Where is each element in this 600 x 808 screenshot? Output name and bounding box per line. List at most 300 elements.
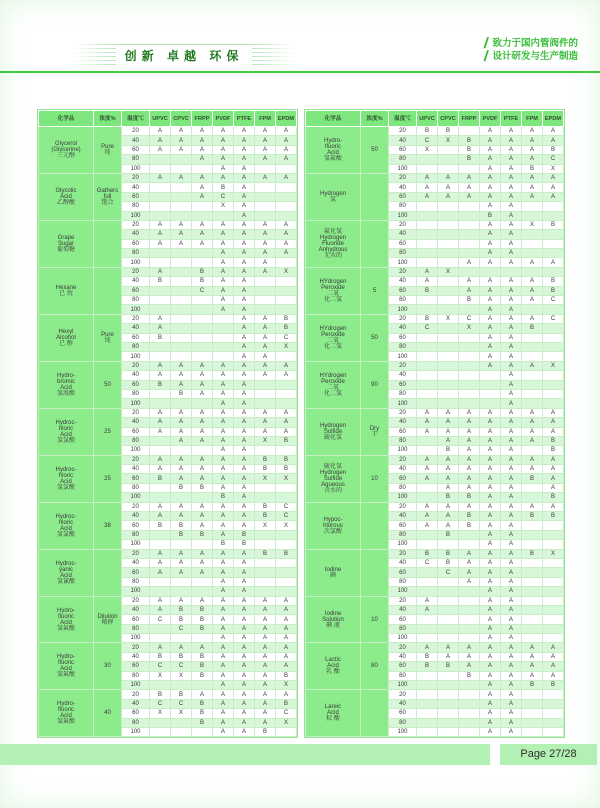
temperature-cell: 20: [122, 361, 150, 370]
rating-cell: [438, 230, 459, 239]
temperature-cell: 60: [389, 145, 417, 154]
rating-cell: [192, 202, 213, 211]
rating-cell: A: [522, 145, 543, 154]
rating-cell: A: [480, 662, 501, 671]
rating-cell: B: [213, 493, 234, 502]
rating-cell: [213, 333, 234, 342]
rating-cell: A: [213, 681, 234, 690]
rating-cell: [438, 699, 459, 708]
rating-cell: A: [480, 465, 501, 474]
rating-cell: [171, 314, 192, 323]
rating-cell: [171, 277, 192, 286]
rating-cell: A: [255, 314, 276, 323]
rating-cell: B: [171, 605, 192, 614]
temperature-cell: 80: [389, 577, 417, 586]
temperature-cell: 20: [122, 596, 150, 605]
rating-cell: [255, 296, 276, 305]
table-row: [39, 127, 297, 136]
temperature-cell: 60: [122, 568, 150, 577]
rating-cell: A: [234, 211, 255, 220]
rating-cell: A: [234, 474, 255, 483]
rating-cell: [438, 277, 459, 286]
rating-cell: A: [501, 324, 522, 333]
temperature-cell: 60: [122, 145, 150, 154]
rating-cell: B: [192, 662, 213, 671]
chemical-name-cell: Hydroc- hloric Acid 氢氯酸: [39, 502, 94, 549]
rating-cell: A: [480, 427, 501, 436]
rating-cell: [276, 558, 297, 567]
rating-cell: [150, 624, 171, 633]
temperature-cell: 40: [389, 136, 417, 145]
temperature-cell: 100: [122, 493, 150, 502]
column-header: EPDM: [543, 111, 564, 127]
rating-cell: A: [213, 305, 234, 314]
rating-cell: [459, 352, 480, 361]
rating-cell: [150, 577, 171, 586]
rating-cell: [480, 380, 501, 389]
rating-cell: [438, 605, 459, 614]
rating-cell: A: [501, 192, 522, 201]
rating-cell: [150, 399, 171, 408]
temperature-cell: 60: [389, 380, 417, 389]
rating-cell: A: [438, 436, 459, 445]
rating-cell: [276, 286, 297, 295]
rating-cell: [459, 230, 480, 239]
rating-cell: A: [234, 267, 255, 276]
rating-cell: [522, 709, 543, 718]
rating-cell: A: [459, 483, 480, 492]
temperature-cell: 20: [122, 173, 150, 182]
concentration-cell: 50: [361, 314, 389, 361]
rating-cell: [459, 690, 480, 699]
rating-cell: [459, 380, 480, 389]
chemical-name-cell: 硫化氢 Hydrogen Sulfide Aqueous 含水的: [306, 455, 361, 502]
temperature-cell: 60: [389, 568, 417, 577]
temperature-cell: 20: [122, 267, 150, 276]
rating-cell: [522, 530, 543, 539]
rating-cell: A: [213, 605, 234, 614]
rating-cell: B: [522, 512, 543, 521]
rating-cell: A: [480, 699, 501, 708]
rating-cell: [417, 164, 438, 173]
column-header: FRPP: [459, 111, 480, 127]
rating-cell: A: [276, 145, 297, 154]
rating-cell: A: [276, 371, 297, 380]
rating-cell: [459, 211, 480, 220]
rating-cell: A: [234, 333, 255, 342]
rating-cell: A: [213, 418, 234, 427]
rating-cell: [522, 483, 543, 492]
rating-cell: [276, 577, 297, 586]
rating-cell: [171, 446, 192, 455]
concentration-cell: 38: [94, 502, 122, 549]
rating-cell: A: [438, 192, 459, 201]
rating-cell: [522, 267, 543, 276]
concentration-cell: Gathers full 饱合: [94, 173, 122, 220]
rating-cell: A: [501, 681, 522, 690]
rating-cell: A: [234, 202, 255, 211]
rating-cell: [192, 399, 213, 408]
concentration-cell: [361, 502, 389, 549]
rating-cell: A: [543, 173, 564, 182]
rating-cell: A: [480, 577, 501, 586]
rating-cell: A: [213, 530, 234, 539]
rating-cell: A: [234, 277, 255, 286]
temperature-cell: 40: [389, 418, 417, 427]
rating-cell: A: [480, 220, 501, 229]
rating-cell: [438, 296, 459, 305]
rating-cell: A: [522, 465, 543, 474]
rating-cell: A: [417, 427, 438, 436]
rating-cell: [417, 296, 438, 305]
rating-cell: [522, 605, 543, 614]
table-row: [306, 549, 564, 558]
rating-cell: A: [417, 596, 438, 605]
temperature-cell: 20: [122, 408, 150, 417]
rating-cell: A: [501, 136, 522, 145]
rating-cell: X: [276, 267, 297, 276]
rating-cell: [150, 483, 171, 492]
rating-cell: C: [417, 558, 438, 567]
table-row: [306, 220, 564, 229]
rating-cell: A: [234, 634, 255, 643]
rating-cell: X: [255, 521, 276, 530]
temperature-cell: 100: [122, 164, 150, 173]
rating-cell: B: [543, 286, 564, 295]
rating-cell: A: [543, 502, 564, 511]
rating-cell: A: [438, 521, 459, 530]
temperature-cell: 80: [389, 155, 417, 164]
rating-cell: A: [480, 296, 501, 305]
rating-cell: [276, 587, 297, 596]
column-header: FPM: [255, 111, 276, 127]
rating-cell: [459, 681, 480, 690]
rating-cell: A: [255, 333, 276, 342]
rating-cell: [543, 530, 564, 539]
rating-cell: A: [276, 605, 297, 614]
rating-cell: A: [150, 605, 171, 614]
rating-cell: A: [192, 136, 213, 145]
rating-cell: B: [171, 530, 192, 539]
rating-cell: [171, 202, 192, 211]
rating-cell: A: [543, 465, 564, 474]
rating-cell: [150, 446, 171, 455]
rating-cell: A: [438, 455, 459, 464]
rating-cell: [522, 446, 543, 455]
temperature-cell: 40: [389, 558, 417, 567]
rating-cell: A: [234, 136, 255, 145]
rating-cell: B: [192, 483, 213, 492]
rating-cell: C: [171, 662, 192, 671]
rating-cell: A: [501, 342, 522, 351]
rating-cell: B: [255, 465, 276, 474]
rating-cell: A: [501, 352, 522, 361]
concentration-cell: 10: [361, 596, 389, 643]
rating-cell: [276, 258, 297, 267]
rating-cell: A: [192, 408, 213, 417]
rating-cell: [438, 371, 459, 380]
rating-cell: A: [480, 587, 501, 596]
rating-cell: A: [213, 361, 234, 370]
rating-cell: B: [459, 512, 480, 521]
temperature-cell: 80: [389, 249, 417, 258]
rating-cell: A: [150, 239, 171, 248]
rating-cell: A: [501, 474, 522, 483]
rating-cell: A: [501, 389, 522, 398]
rating-cell: [150, 164, 171, 173]
rating-cell: A: [171, 643, 192, 652]
table-row: [306, 643, 564, 652]
rating-cell: [255, 164, 276, 173]
rating-cell: [150, 634, 171, 643]
rating-cell: [459, 127, 480, 136]
rating-cell: X: [438, 267, 459, 276]
rating-cell: A: [150, 643, 171, 652]
rating-cell: A: [171, 371, 192, 380]
temperature-cell: 100: [122, 587, 150, 596]
rating-cell: A: [501, 249, 522, 258]
rating-cell: A: [213, 577, 234, 586]
temperature-cell: 40: [389, 465, 417, 474]
temperature-cell: 40: [389, 652, 417, 661]
rating-cell: [171, 333, 192, 342]
rating-cell: A: [501, 502, 522, 511]
concentration-cell: Pure 纯: [94, 127, 122, 174]
rating-cell: X: [276, 718, 297, 727]
rating-cell: [522, 624, 543, 633]
rating-cell: [480, 399, 501, 408]
rating-cell: A: [480, 512, 501, 521]
tagline-line2: 设计研发与生产制造: [492, 51, 578, 62]
rating-cell: B: [417, 286, 438, 295]
temperature-cell: 80: [122, 577, 150, 586]
rating-cell: [417, 493, 438, 502]
rating-cell: X: [255, 436, 276, 445]
rating-cell: [417, 671, 438, 680]
rating-cell: A: [480, 202, 501, 211]
rating-cell: A: [276, 662, 297, 671]
chemical-name-cell: Hydro- fluoric Acid 氢氟酸: [39, 596, 94, 643]
rating-cell: [255, 277, 276, 286]
rating-cell: A: [543, 258, 564, 267]
rating-cell: X: [276, 342, 297, 351]
rating-cell: B: [543, 145, 564, 154]
rating-cell: A: [213, 465, 234, 474]
rating-cell: A: [480, 239, 501, 248]
temperature-cell: 40: [122, 558, 150, 567]
rating-cell: [192, 577, 213, 586]
rating-cell: B: [438, 662, 459, 671]
rating-cell: [171, 352, 192, 361]
rating-cell: [150, 296, 171, 305]
rating-cell: A: [234, 418, 255, 427]
rating-cell: A: [234, 183, 255, 192]
rating-cell: C: [438, 568, 459, 577]
rating-cell: [192, 333, 213, 342]
rating-cell: A: [480, 324, 501, 333]
rating-cell: [543, 605, 564, 614]
rating-cell: [522, 587, 543, 596]
rating-cell: A: [501, 446, 522, 455]
rating-cell: A: [276, 652, 297, 661]
rating-cell: A: [417, 521, 438, 530]
rating-cell: [417, 230, 438, 239]
rating-cell: [276, 211, 297, 220]
rating-cell: B: [522, 681, 543, 690]
temperature-cell: 100: [389, 681, 417, 690]
rating-cell: A: [255, 173, 276, 182]
temperature-cell: 80: [122, 718, 150, 727]
rating-cell: A: [192, 239, 213, 248]
concentration-cell: 50: [361, 127, 389, 174]
rating-cell: [150, 728, 171, 737]
rating-cell: A: [480, 493, 501, 502]
rating-cell: A: [213, 643, 234, 652]
rating-cell: A: [213, 549, 234, 558]
rating-cell: [522, 493, 543, 502]
rating-cell: A: [192, 643, 213, 652]
chemical-resistance-table: [305, 110, 564, 737]
rating-cell: B: [438, 558, 459, 567]
rating-cell: A: [459, 258, 480, 267]
rating-cell: [150, 183, 171, 192]
rating-cell: A: [234, 709, 255, 718]
rating-cell: [438, 634, 459, 643]
rating-cell: [459, 540, 480, 549]
rating-cell: A: [150, 465, 171, 474]
rating-cell: A: [543, 136, 564, 145]
rating-cell: B: [276, 314, 297, 323]
rating-cell: B: [150, 521, 171, 530]
temperature-cell: 80: [122, 624, 150, 633]
rating-cell: A: [480, 549, 501, 558]
rating-cell: A: [459, 408, 480, 417]
temperature-cell: 20: [122, 549, 150, 558]
rating-cell: [543, 249, 564, 258]
rating-cell: A: [255, 408, 276, 417]
concentration-cell: [361, 220, 389, 267]
rating-cell: B: [171, 652, 192, 661]
rating-cell: A: [501, 465, 522, 474]
rating-cell: [150, 286, 171, 295]
rating-cell: A: [255, 624, 276, 633]
rating-cell: A: [234, 258, 255, 267]
temperature-cell: 80: [389, 389, 417, 398]
table-row: [39, 690, 297, 699]
rating-cell: A: [501, 230, 522, 239]
rating-cell: [417, 342, 438, 351]
rating-cell: B: [438, 549, 459, 558]
rating-cell: [150, 436, 171, 445]
rating-cell: [543, 342, 564, 351]
rating-cell: [438, 333, 459, 342]
rating-cell: [438, 361, 459, 370]
rating-cell: [438, 380, 459, 389]
temperature-cell: 20: [122, 314, 150, 323]
rating-cell: B: [192, 267, 213, 276]
rating-cell: A: [255, 671, 276, 680]
rating-cell: [417, 202, 438, 211]
rating-cell: A: [255, 249, 276, 258]
rating-cell: A: [255, 699, 276, 708]
rating-cell: A: [192, 389, 213, 398]
rating-cell: A: [192, 690, 213, 699]
rating-cell: A: [213, 615, 234, 624]
table-row: [39, 361, 297, 370]
rating-cell: A: [234, 324, 255, 333]
rating-cell: A: [171, 136, 192, 145]
temperature-cell: 100: [122, 728, 150, 737]
rating-cell: A: [234, 230, 255, 239]
rating-cell: B: [192, 699, 213, 708]
rating-cell: A: [522, 277, 543, 286]
rating-cell: A: [276, 230, 297, 239]
rating-cell: [255, 493, 276, 502]
rating-cell: [276, 728, 297, 737]
rating-cell: C: [192, 286, 213, 295]
rating-cell: A: [150, 455, 171, 464]
rating-cell: [255, 183, 276, 192]
rating-cell: C: [276, 502, 297, 511]
rating-cell: A: [213, 718, 234, 727]
rating-cell: [543, 634, 564, 643]
rating-cell: A: [417, 192, 438, 201]
rating-cell: A: [255, 342, 276, 351]
rating-cell: A: [192, 436, 213, 445]
rating-cell: A: [234, 662, 255, 671]
table-row: [39, 408, 297, 417]
rating-cell: [543, 624, 564, 633]
rating-cell: [522, 333, 543, 342]
rating-cell: B: [150, 652, 171, 661]
rating-cell: A: [480, 352, 501, 361]
rating-cell: [417, 305, 438, 314]
temperature-cell: 100: [122, 305, 150, 314]
rating-cell: A: [522, 643, 543, 652]
rating-cell: [150, 389, 171, 398]
rating-cell: [150, 587, 171, 596]
rating-cell: B: [276, 671, 297, 680]
rating-cell: A: [213, 127, 234, 136]
temperature-cell: 20: [389, 455, 417, 464]
rating-cell: [192, 258, 213, 267]
rating-cell: [276, 305, 297, 314]
rating-cell: A: [501, 239, 522, 248]
rating-cell: A: [522, 258, 543, 267]
rating-cell: A: [522, 418, 543, 427]
rating-cell: A: [459, 465, 480, 474]
rating-cell: A: [150, 324, 171, 333]
rating-cell: [543, 596, 564, 605]
rating-cell: [171, 634, 192, 643]
rating-cell: A: [213, 408, 234, 417]
concentration-cell: [94, 220, 122, 267]
temperature-cell: 40: [122, 652, 150, 661]
rating-cell: [459, 333, 480, 342]
rating-cell: A: [234, 652, 255, 661]
rating-cell: A: [501, 587, 522, 596]
rating-cell: A: [255, 643, 276, 652]
rating-cell: [543, 267, 564, 276]
rating-cell: A: [501, 671, 522, 680]
temperature-cell: 60: [389, 662, 417, 671]
rating-cell: A: [501, 577, 522, 586]
rating-cell: A: [501, 220, 522, 229]
rating-cell: [417, 371, 438, 380]
rating-cell: A: [255, 718, 276, 727]
rating-cell: A: [171, 558, 192, 567]
rating-cell: A: [480, 568, 501, 577]
